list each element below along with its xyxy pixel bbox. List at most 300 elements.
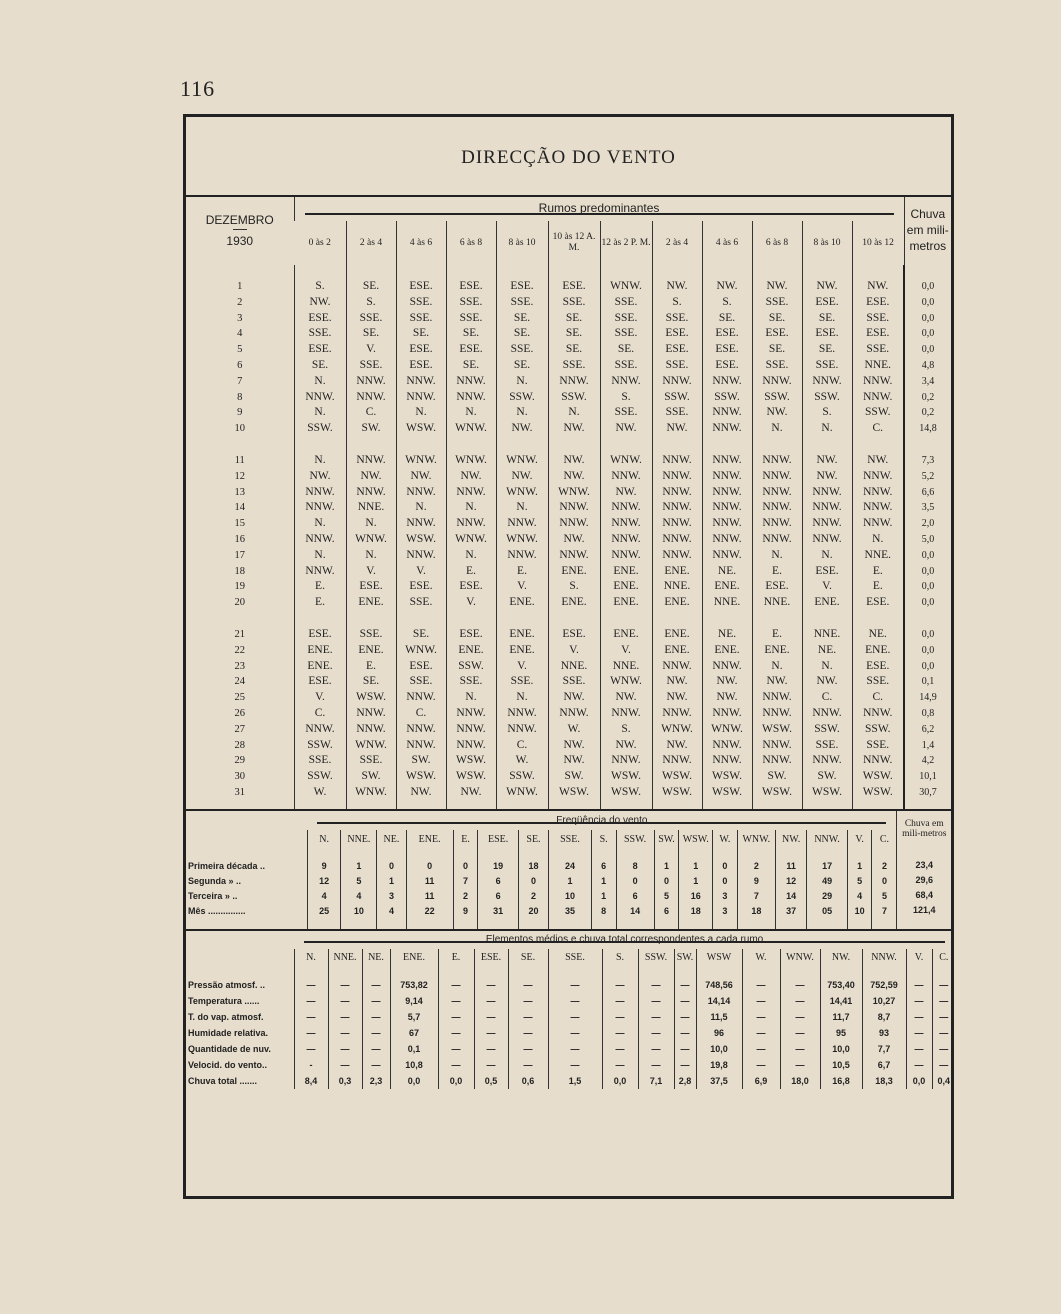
time-column-header: 8 às 10 [496,221,548,265]
row-label: Mês ............... [188,906,246,917]
element-cell: — [780,1025,820,1041]
element-cell: 0,0 [390,1073,438,1089]
rain-cell: 6,2 [904,722,951,738]
table-row [186,785,951,801]
direction-header: N. [307,830,341,849]
time-column-header: 4 às 6 [702,221,752,265]
spacer-cell [548,611,600,627]
direction-cell: NNW. [702,516,752,532]
direction-cell: NNW. [294,532,346,548]
frequency-cell: 1 [654,859,679,874]
frequency-cell: 4 [341,889,377,904]
direction-cell: NNW. [600,753,652,769]
direction-header: SSW. [638,949,674,967]
direction-cell: SW. [752,769,802,785]
rain-cell: 2,0 [904,516,951,532]
time-column-header: 2 às 4 [652,221,702,265]
element-cell: 16,8 [820,1073,862,1089]
direction-cell: SSE. [294,753,346,769]
direction-cell: V. [346,342,396,358]
direction-cell: NNW. [702,469,752,485]
element-cell: — [474,993,508,1009]
direction-cell: NNW. [702,485,752,501]
row-label: Temperatura ...... [188,995,260,1006]
element-cell: 0,0 [906,1073,932,1089]
direction-cell: N. [294,516,346,532]
direction-header: WSW. [679,830,713,849]
direction-cell: ENE. [600,627,652,643]
element-cell: 37,5 [696,1073,742,1089]
direction-header: SW. [674,949,696,967]
direction-cell: NW. [496,469,548,485]
direction-cell: NNW. [802,706,852,722]
frequency-cell: 18 [518,859,548,874]
spacer-cell [446,437,496,453]
element-cell: 67 [390,1025,438,1041]
spacer-cell [496,611,548,627]
frequency-cell: 6 [654,904,679,919]
direction-cell: NNW. [652,485,702,501]
direction-cell: NNE. [852,358,904,374]
spacer-cell [186,265,294,279]
direction-cell: WSW. [600,769,652,785]
frequency-cell: 5 [654,889,679,904]
direction-cell: NNW. [446,390,496,406]
direction-cell: NNW. [852,706,904,722]
spacer-cell [406,919,453,929]
row-label: Humidade relativa. [188,1027,269,1038]
day-number: 1 [237,281,243,292]
page-title: DIRECÇÃO DO VENTO [461,147,676,168]
table-row [186,453,951,469]
rain-cell: 121,4 [897,904,951,919]
row-label: T. do vap. atmosf. [188,1011,264,1022]
direction-cell: NNW. [802,500,852,516]
frequency-cell: 2 [872,859,897,874]
element-cell: — [328,1009,362,1025]
direction-cell: NW. [802,279,852,295]
direction-cell: ENE. [346,643,396,659]
spacer-cell [600,265,652,279]
rain-cell: 7,3 [904,453,951,469]
frequency-title: Freqüência do vento [307,810,897,830]
direction-cell: SSE. [752,295,802,311]
frequency-cell: 14 [616,904,654,919]
spacer-cell [346,801,396,809]
spacer-cell [652,437,702,453]
direction-cell: E. [852,579,904,595]
element-cell: 0,1 [390,1041,438,1057]
direction-cell: E. [752,564,802,580]
element-cell: — [602,977,638,993]
spacer-cell [602,967,638,977]
frequency-cell: 9 [307,859,341,874]
element-cell: — [674,1009,696,1025]
direction-cell: NNW. [496,516,548,532]
direction-cell: WNW. [496,453,548,469]
element-cell: — [906,977,932,993]
direction-cell: C. [294,706,346,722]
direction-cell: E. [496,564,548,580]
frequency-cell: 29 [807,889,847,904]
direction-cell: NNW. [752,374,802,390]
direction-cell: SSW. [802,390,852,406]
spacer-cell [549,849,592,859]
element-cell: — [548,1041,602,1057]
spacer-cell [652,801,702,809]
element-cell: 11,7 [820,1009,862,1025]
direction-cell: NNW. [702,706,752,722]
direction-cell: SSE. [652,358,702,374]
day-number: 19 [234,581,245,593]
spacer-row [186,437,951,453]
direction-cell: S. [702,295,752,311]
element-cell: — [328,977,362,993]
spacer-cell [775,849,806,859]
direction-cell: ESE. [396,342,446,358]
direction-cell: N. [294,374,346,390]
direction-cell: N. [446,405,496,421]
direction-cell: SSE. [294,326,346,342]
spacer-cell [548,265,600,279]
direction-cell: WNW. [346,738,396,754]
frequency-cell: 4 [847,889,872,904]
direction-cell: ENE. [548,595,600,611]
direction-cell: ESE. [852,326,904,342]
direction-cell: NNW. [346,706,396,722]
table-row [186,889,951,904]
direction-cell: NNW. [652,500,702,516]
direction-cell: S. [548,579,600,595]
day-number: 17 [234,549,245,561]
direction-cell: NNW. [702,659,752,675]
time-column-header: 10 às 12 A. M. [548,221,600,265]
spacer-cell [377,849,406,859]
frequency-cell: 1 [847,859,872,874]
direction-cell: SSE. [396,595,446,611]
element-cell: — [906,1025,932,1041]
table-row [186,295,951,311]
direction-cell: S. [294,279,346,295]
element-cell: — [742,1025,780,1041]
spacer-cell [346,437,396,453]
element-cell: — [508,1057,548,1073]
direction-cell: NNW. [548,706,600,722]
direction-cell: SSE. [346,753,396,769]
spacer-row [186,967,954,977]
spacer-cell [652,265,702,279]
element-cell: — [294,977,328,993]
direction-cell: NNW. [600,548,652,564]
direction-header: WSW [696,949,742,967]
spacer-cell [654,919,679,929]
direction-cell: ENE. [600,595,652,611]
spacer-cell [518,849,548,859]
direction-cell: NNW. [346,374,396,390]
direction-cell: SE. [294,358,346,374]
direction-cell: NNW. [702,753,752,769]
direction-cell: SE. [702,311,752,327]
spacer-cell [377,919,406,929]
direction-cell: NNW. [446,374,496,390]
day-number: 25 [234,692,245,704]
frequency-cell: 6 [478,889,518,904]
direction-cell: NNW. [396,485,446,501]
direction-cell: NNW. [752,690,802,706]
row-label: Pressão atmosf. .. [188,979,266,990]
direction-cell: SSE. [548,674,600,690]
day-number: 27 [234,723,245,735]
direction-cell: ESE. [396,279,446,295]
element-cell: — [328,993,362,1009]
direction-cell: SW. [346,769,396,785]
direction-cell: ENE. [802,595,852,611]
direction-cell: C. [496,738,548,754]
table-row [186,548,951,564]
direction-cell: SSE. [496,295,548,311]
day-number: 18 [234,565,245,577]
day-number: 22 [234,644,245,656]
direction-cell: NNW. [548,374,600,390]
frequency-cell: 8 [616,859,654,874]
element-cell: — [780,1009,820,1025]
spacer-cell [897,849,951,859]
direction-cell: ESE. [294,627,346,643]
day-number: 5 [237,344,243,356]
direction-cell: C. [852,690,904,706]
rain-cell: 23,4 [897,859,951,874]
spacer-cell [294,967,328,977]
direction-cell: NNE. [600,659,652,675]
time-column-header: 0 às 2 [308,237,331,248]
element-cell: — [474,1025,508,1041]
element-cell: — [638,1057,674,1073]
spacer-cell [508,967,548,977]
direction-cell: NE. [702,564,752,580]
frequency-rain-header: Chuva em mili-metros [897,810,951,849]
direction-header: NW. [820,949,862,967]
element-cell: 14,41 [820,993,862,1009]
spacer-cell [478,849,518,859]
direction-cell: SSW. [752,390,802,406]
direction-cell: SSW. [294,421,346,437]
direction-cell: ESE. [446,579,496,595]
direction-cell: SSE. [446,295,496,311]
direction-cell: ENE. [652,595,702,611]
direction-cell: ENE. [652,627,702,643]
direction-cell: ENE. [652,643,702,659]
direction-cell: WNW. [600,674,652,690]
frequency-cell: 5 [341,874,377,889]
direction-cell: SW. [396,753,446,769]
element-cell: — [328,1025,362,1041]
spacer-cell [496,801,548,809]
frequency-cell: 22 [406,904,453,919]
element-cell: 0,5 [474,1073,508,1089]
direction-cell: NW. [396,785,446,801]
direction-cell: NNW. [396,374,446,390]
direction-cell: NW. [802,453,852,469]
rain-cell: 0,0 [904,548,951,564]
frequency-cell: 20 [518,904,548,919]
direction-cell: N. [496,405,548,421]
table-row [186,595,951,611]
frequency-cell: 8 [591,904,616,919]
direction-cell: V. [496,579,548,595]
spacer-cell [438,967,474,977]
frequency-cell: 31 [478,904,518,919]
group-header: Rumos predominantes [294,197,904,221]
direction-cell: WSW. [852,785,904,801]
direction-cell: NNW. [346,453,396,469]
direction-cell: SSE. [600,311,652,327]
table-row [186,993,954,1009]
spacer-cell [396,265,446,279]
spacer-cell [752,437,802,453]
element-cell: — [548,1025,602,1041]
spacer-cell [307,919,341,929]
direction-cell: ENE. [752,643,802,659]
direction-cell: NNW. [496,722,548,738]
direction-cell: WNW. [446,421,496,437]
spacer-cell [872,849,897,859]
frequency-cell: 6 [591,859,616,874]
spacer-cell [752,611,802,627]
direction-header: E. [453,830,478,849]
spacer-cell [518,919,548,929]
element-cell: — [438,1009,474,1025]
element-cell: — [602,1041,638,1057]
element-cell: — [906,993,932,1009]
direction-header: SE. [508,949,548,967]
spacer-cell [600,437,652,453]
label-header-cell [186,949,294,967]
direction-header: ENE. [406,830,453,849]
direction-cell: NNW. [702,405,752,421]
frequency-cell: 37 [775,904,806,919]
direction-cell: SSE. [852,342,904,358]
spacer-cell [294,437,346,453]
direction-cell: SSW. [548,390,600,406]
frequency-cell: 7 [872,904,897,919]
direction-cell: SSE. [346,627,396,643]
direction-cell: SSE. [852,311,904,327]
element-cell: — [548,993,602,1009]
direction-cell: SSW. [496,390,548,406]
direction-cell: C. [802,690,852,706]
direction-cell: WNW. [396,453,446,469]
table-row [186,579,951,595]
direction-cell: SE. [446,358,496,374]
spacer-cell [702,801,752,809]
table-row [186,706,951,722]
direction-cell: SSE. [652,405,702,421]
spacer-cell [478,919,518,929]
rain-cell: 4,2 [904,753,951,769]
direction-cell: WNW. [600,453,652,469]
element-cell: — [602,1009,638,1025]
rain-cell: 0,0 [904,564,951,580]
direction-cell: N. [752,548,802,564]
row-label: Velocid. do vento.. [188,1059,268,1070]
spacer-cell [307,849,341,859]
direction-cell: N. [852,532,904,548]
direction-cell: N. [802,421,852,437]
direction-cell: NNW. [702,548,752,564]
spacer-cell [390,967,438,977]
direction-cell: SSE. [346,311,396,327]
element-cell: — [294,993,328,1009]
direction-cell: SSE. [396,295,446,311]
direction-cell: W. [294,785,346,801]
direction-cell: NNW. [652,469,702,485]
direction-cell: WNW. [346,532,396,548]
direction-header: SSE. [549,830,592,849]
direction-header: N. [294,949,328,967]
element-cell: — [780,1057,820,1073]
day-number: 13 [234,486,245,498]
spacer-cell [496,265,548,279]
direction-cell: NW. [752,405,802,421]
direction-cell: SSW. [294,769,346,785]
direction-cell: SSE. [652,311,702,327]
spacer-cell [446,611,496,627]
rain-cell: 0,0 [904,643,951,659]
element-cell: — [602,1057,638,1073]
spacer-cell [802,801,852,809]
direction-cell: S. [600,390,652,406]
direction-cell: N. [496,500,548,516]
direction-cell: WSW. [396,532,446,548]
table-row [186,532,951,548]
direction-header: SSE. [548,949,602,967]
frequency-cell: 1 [341,859,377,874]
direction-header: S. [591,830,616,849]
direction-cell: SSW. [446,659,496,675]
direction-cell: E. [446,564,496,580]
direction-cell: NE. [802,643,852,659]
direction-header: NE. [362,949,390,967]
day-number: 16 [234,533,245,545]
rain-cell: 5,0 [904,532,951,548]
elements-table [186,929,954,1089]
day-number: 8 [237,391,243,403]
rain-cell: 14,8 [904,421,951,437]
day-number: 23 [234,660,245,672]
element-cell: — [932,993,954,1009]
spacer-cell [186,611,294,627]
table-row [186,279,951,295]
direction-cell: ESE. [294,674,346,690]
direction-cell: NW. [652,421,702,437]
direction-cell: SSE. [396,674,446,690]
frequency-cell: 0 [406,859,453,874]
direction-cell: NNW. [752,738,802,754]
spacer-cell [775,919,806,929]
direction-header: ESE. [474,949,508,967]
direction-cell: NW. [702,279,752,295]
direction-cell: E. [752,627,802,643]
table-row [186,627,951,643]
frequency-cell: 6 [616,889,654,904]
spacer-cell [696,967,742,977]
element-cell: — [438,1041,474,1057]
direction-cell: ESE. [702,358,752,374]
element-cell: 1,5 [548,1073,602,1089]
frequency-cell: 9 [737,874,775,889]
direction-cell: NW. [752,674,802,690]
spacer-cell [186,967,294,977]
